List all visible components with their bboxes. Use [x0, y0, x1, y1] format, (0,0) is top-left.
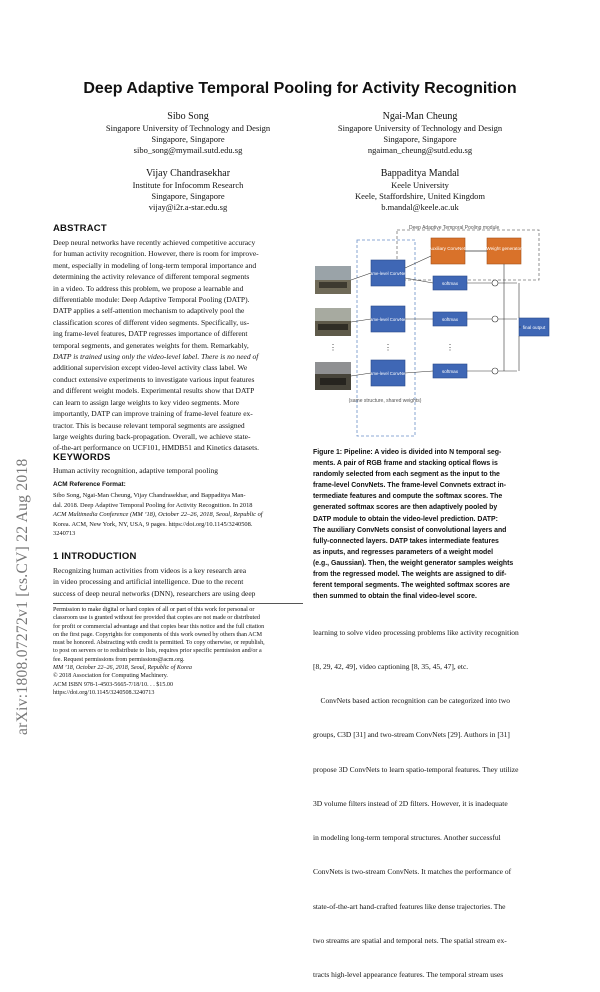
final-output-label: final output: [522, 325, 546, 330]
author-block-3: [68, 167, 308, 213]
ellipsis-icon: ⋮: [446, 343, 454, 352]
softmax-label: softmax: [441, 281, 459, 286]
body-line: ConvNets based action recognition can be categorized into two: [313, 696, 511, 706]
intro-line: Recognizing human activities from videos is a key research area: [53, 566, 247, 575]
footnote-rule: [53, 603, 303, 604]
softmax-label: softmax: [441, 369, 459, 374]
abstract-line: importantly, DATP can improve training of frame-level feature ex-: [53, 409, 253, 419]
caption-line: then summed to obtain the final video-level score.: [313, 593, 477, 601]
abstract-line: in a video. To address this problem, we propose a learnable and: [53, 283, 244, 293]
abstract-line: ing frame-level features, DATP regresses importance of different: [53, 329, 248, 339]
abstract-line: determining the activity relevance of different temporal segments: [53, 272, 250, 282]
author-email: ngaiman_cheung@sutd.edu.sg: [367, 145, 473, 155]
body-line: [8, 29, 42, 49], video captioning [8, 35, 45, 47], etc.: [313, 662, 469, 672]
frame-convnet-3: [367, 360, 408, 386]
right-column-body: [313, 604, 549, 992]
author-affiliation: Singapore University of Technology and Design: [105, 123, 271, 133]
body-line: two streams are spatial and temporal nets. The spatial stream ex-: [313, 935, 507, 945]
figure-pipeline: [313, 222, 553, 438]
abstract-line: DATP applies a self-attention mechanism to adaptively pool the: [53, 306, 245, 316]
author-block-4: [300, 167, 540, 213]
footnote-line: ACM ISBN 978-1-4503-5665-7/18/10. . . $15.00: [53, 681, 174, 688]
abstract-line: classification scores of different video segments. Specifically, us-: [53, 317, 250, 327]
author-location: Keele, Staffordshire, United Kingdom: [355, 191, 485, 201]
auxiliary-convnets-label: Auxiliary ConvNets: [428, 246, 468, 251]
figure-caption: [313, 447, 549, 602]
author-block-2: [300, 110, 540, 156]
acm-reference-line: ACM Multimedia Conference (MM ’18), October 22–26, 2018, Seoul, Republic of: [53, 511, 263, 518]
frame-convnet-1: [367, 260, 408, 286]
video-frame-3: [315, 362, 351, 390]
intro-line: in video processing and artificial intelligence. Due to the recent: [53, 577, 244, 587]
shared-weights-label: (same structure, shared weights): [348, 398, 422, 404]
abstract-heading: ABSTRACT: [53, 223, 107, 234]
abstract-line: tractor. This is because relevant temporal segments are assigned: [53, 420, 245, 430]
author-block-1: [68, 110, 308, 156]
abstract-line: can learn to assign large weights to key video segments. More: [53, 397, 240, 407]
footnote-line: fee. Request permissions from permissions@acm.org.: [53, 656, 185, 663]
keywords-heading: KEYWORDS: [53, 452, 111, 463]
caption-line: generated softmax scores are then adaptively pooled by: [313, 504, 498, 512]
author-location: Singapore, Singapore: [151, 191, 225, 201]
acm-reference-line: Sibo Song, Ngai-Man Cheung, Vijay Chandrasekhar, and Bappaditya Man-: [53, 492, 246, 499]
abstract-line: differentiable module: Deep Adaptive Temporal Pooling (DATP).: [53, 295, 250, 305]
introduction-heading: 1 INTRODUCTION: [53, 551, 137, 562]
paper-title: Deep Adaptive Temporal Pooling for Activity Recognition: [83, 80, 517, 97]
caption-line: The auxiliary ConvNets consist of convolutional layers and: [313, 526, 507, 534]
caption-line: from the regressed model. The weights are assigned to dif-: [313, 571, 507, 579]
footnote-line: © 2018 Association for Computing Machinery.: [53, 673, 168, 680]
author-name: Ngai-Man Cheung: [382, 111, 458, 122]
caption-line: ments. A pair of RGB frame and stacking optical flows is: [313, 460, 498, 468]
footnote-line: to post on servers or to redistribute to lists, requires prior specific permission and/or a: [53, 648, 262, 655]
footnote-line: for profit or commercial advantage and that copies bear this notice and the full citation: [53, 623, 265, 630]
author-email: vijay@i2r.a-star.edu.sg: [148, 202, 228, 212]
multiply-nodes: [492, 280, 498, 374]
abstract-line: conduct extensive experiments to investigate various input features: [53, 374, 255, 384]
weight-generator-label: Weight generator: [486, 246, 522, 251]
footnote-line: on the first page. Copyrights for components of this work owned by others than ACM: [53, 631, 263, 638]
acm-reference-text: [53, 491, 303, 539]
caption-line: randomly selected from each segment as the input to the: [313, 471, 500, 479]
introduction-body: [53, 565, 303, 599]
footnote-line: must be honored. Abstracting with credit is permitted. To copy otherwise, or republish,: [53, 640, 265, 647]
caption-line: termediate features and compute the softmax scores. The: [313, 493, 503, 501]
acm-reference-line: dal. 2018. Deep Adaptive Temporal Pooling for Activity Recognition. In 2018: [53, 501, 253, 509]
author-affiliation: Keele University: [391, 180, 449, 190]
abstract-line: and different weight models. Experimental results show that DATP: [53, 386, 255, 396]
frame-convnet-label: frame-level ConvNets: [367, 317, 409, 322]
abstract-line: temporal segments, and generates weights for them. Remarkably,: [53, 340, 249, 350]
body-line: state-of-the-art hand-crafted features like dense trajectories. The: [313, 901, 506, 911]
datp-module-label: Deep Adaptive Temporal Pooling module: [409, 225, 500, 231]
softmax-block-1: [433, 276, 467, 290]
body-line: propose 3D ConvNets to learn spatio-temporal features. They utilize: [313, 764, 519, 774]
caption-line: as inputs, and regresses parameters of a weight model: [313, 548, 493, 556]
author-email: b.mandal@keele.ac.uk: [381, 202, 459, 212]
author-name: Vijay Chandrasekhar: [145, 168, 231, 179]
author-affiliation: Singapore University of Technology and Design: [337, 123, 503, 133]
permission-footnote: [53, 606, 305, 697]
body-line: 3D volume filters instead of 2D filters. However, it is inadequate: [313, 798, 508, 808]
abstract-line: DATP is trained using only the video-level label. There is no need of: [53, 352, 259, 362]
auxiliary-convnets-block: [431, 238, 465, 264]
keywords-text: Human activity recognition, adaptive temporal pooling: [53, 466, 218, 475]
softmax-label: softmax: [441, 317, 459, 322]
frame-convnet-label: frame-level ConvNets: [367, 371, 409, 376]
abstract-line: Deep neural networks have recently achieved competitive accuracy: [53, 238, 256, 247]
ellipsis-icon: ⋮: [384, 343, 392, 352]
body-line: in modeling long-term temporal structures. Another successful: [313, 833, 501, 843]
body-line: tracts high-level appearance features. The temporal stream uses: [313, 970, 504, 979]
intro-line: success of deep neural networks (DNN), researchers are using deep: [53, 588, 256, 598]
caption-line: ferent temporal segments. The weighted softmax scores are: [313, 582, 510, 590]
body-line: groups, C3D [31] and two-stream ConvNets [29]. Authors in [31]: [313, 730, 510, 740]
arxiv-identifier: arXiv:1808.07272v1 [cs.CV] 22 Aug 2018: [14, 458, 31, 735]
abstract-line: of-the-art performance on UCF101, HMDB51 and Kinetics datasets.: [53, 443, 259, 453]
author-location: Singapore, Singapore: [383, 134, 457, 144]
caption-line: DATP module to obtain the video-level prediction. DATP:: [313, 515, 498, 523]
frame-convnet-label: frame-level ConvNets: [367, 271, 409, 276]
video-frame-1: [315, 266, 351, 294]
body-line: learning to solve video processing problems like activity recognition: [313, 627, 519, 637]
video-frame-2: [315, 308, 351, 336]
softmax-block-3: [433, 364, 467, 378]
ellipsis-icon: ⋮: [329, 343, 337, 352]
acm-reference-line: Korea. ACM, New York, NY, USA, 9 pages. https://doi.org/10.1145/3240508.: [53, 520, 253, 528]
author-name: Sibo Song: [167, 111, 209, 122]
footnote-line: classroom use is granted without fee provided that copies are not made or distributed: [53, 615, 260, 622]
abstract-line: large weights during back-propagation. Overall, we achieve state-: [53, 431, 251, 441]
softmax-block-2: [433, 312, 467, 326]
caption-line: (e.g., Gaussian). Then, the weight generator samples weights: [313, 559, 514, 567]
abstract-line: additional supervision except video-level activity class label. We: [53, 363, 248, 373]
acm-reference-heading: ACM Reference Format:: [53, 481, 126, 488]
caption-line: fully-connected layers. DATP takes intermediate features: [313, 537, 499, 545]
author-location: Singapore, Singapore: [151, 134, 225, 144]
weight-generator-block: [487, 238, 521, 264]
footnote-line: https://doi.org/10.1145/3240508.3240713: [53, 689, 155, 696]
footnote-line: MM ’18, October 22–26, 2018, Seoul, Republic of Korea: [53, 665, 192, 672]
acm-reference-line: 3240713: [53, 530, 76, 537]
author-email: sibo_song@mymail.sutd.edu.sg: [133, 145, 243, 155]
author-name: Bappaditya Mandal: [380, 168, 460, 179]
frame-convnet-2: [367, 306, 408, 332]
caption-line: Figure 1: Pipeline: A video is divided into N temporal seg-: [313, 449, 502, 456]
author-affiliation: Institute for Infocomm Research: [132, 180, 244, 190]
abstract-line: ment, especially in modeling of long-term temporal importance and: [53, 260, 257, 270]
body-line: ConvNets is two-stream ConvNets. It matches the performance of: [313, 867, 512, 877]
abstract-line: for human activity recognition. However, there is room for improve-: [53, 249, 259, 259]
abstract-body: [53, 237, 303, 454]
final-output-block: [519, 318, 549, 336]
caption-line: frame-level ConvNets. The frame-level Convnets extract in-: [313, 482, 507, 490]
footnote-line: Permission to make digital or hard copies of all or part of this work for personal or: [53, 607, 255, 613]
